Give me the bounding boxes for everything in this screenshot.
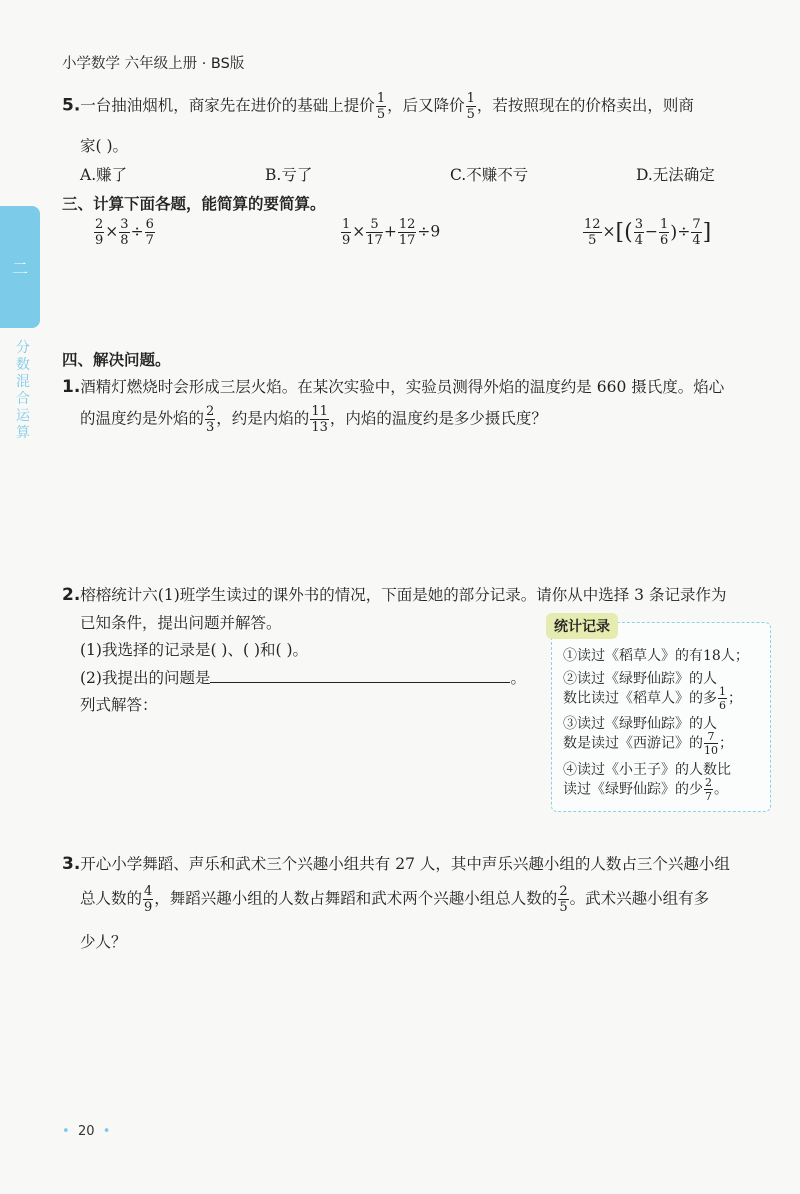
operator: + [383,222,397,241]
record-2-line1: ②读过《绿野仙踪》的人 [563,671,717,687]
question-number: 3. [62,854,81,874]
operator: ÷ [677,222,691,241]
fraction: $\frac{6}{7}$ [145,217,154,248]
expression-1 [93,218,156,247]
q5-text-c: ，若按照现在的价格卖出，则商 [476,96,694,115]
fraction: $\frac{12}{5}$ [584,217,601,248]
fraction: $\frac{1}{6}$ [660,217,669,248]
question-number: 2. [62,585,81,605]
fraction: $\frac{11}{13}$ [311,404,328,435]
fraction: $\frac{2}{5}$ [559,884,568,915]
fraction: $\frac{1}{6}$ [719,685,726,712]
option-a[interactable]: A.赚了 [80,166,128,184]
p3-text-b: ，舞蹈兴趣小组的人数占舞蹈和武术两个兴趣小组总人数的 [154,889,558,908]
unit-tab [0,206,40,328]
section-3-title: 三、计算下面各题，能简算的要简算。 [62,195,326,213]
fraction: $\frac{7}{10}$ [704,730,718,757]
question-5-line1 [62,92,694,121]
p3-line1: 开心小学舞蹈、声乐和武术三个兴趣小组共有 27 人，其中声乐兴趣小组的人数占三个兴趣小组 [80,855,730,873]
record-2-line2: 数比读过《稻草人》的多 $\frac{1}{6}$ ； [563,685,742,712]
bracket-close: ] [702,220,712,245]
record-4-line2: 读过《绿野仙踪》的少 $\frac{2}{7}$ 。 [563,776,728,803]
fraction: $\frac{1}{5}$ [376,91,386,122]
bracket-open: [( [615,220,633,245]
expression-3 [582,218,711,247]
q5-text-b: ，后又降价 [387,96,465,115]
p1-text-c: ，内焰的温度约是多少摄氏度？ [329,409,547,428]
number: 9 [430,222,441,241]
book-header: 小学数学 六年级上册 · BS版 [62,56,245,72]
problem-2-line2: 已知条件，提出问题并解答。 [80,614,282,632]
answer-line[interactable] [210,668,510,683]
statistics-record-title: 统计记录 [546,613,618,639]
fraction: $\frac{5}{17}$ [366,217,383,248]
record-3-line2: 数是读过《西游记》的 $\frac{7}{10}$ ； [563,730,733,757]
p1-line1: 酒精灯燃烧时会形成三层火焰。在某次实验中，实验员测得外焰的温度约是 660 摄氏度。焰心 [80,378,725,396]
dot-icon: • [62,1124,70,1139]
problem-3-line1 [62,852,730,874]
bracket-close: ) [670,222,678,243]
operator: − [645,222,658,241]
problem-2-question [80,666,526,688]
fraction: $\frac{4}{9}$ [144,884,153,915]
p3-text-a: 总人数的 [80,889,143,908]
p1-text-b: ，约是内焰的 [216,409,310,428]
p1-text-a: 的温度约是外焰的 [80,409,205,428]
unit-title: 分数混合运算 [16,340,30,441]
problem-1-line2 [80,405,547,434]
record-4-line1: ④读过《小王子》的人数比 [563,762,731,778]
option-d[interactable]: D.无法确定 [636,166,715,184]
question-number: 5. [62,95,81,116]
page-number: • 20 • [62,1124,111,1139]
operator: ÷ [130,222,144,241]
question-5-line2: 家( )。 [80,137,129,155]
fraction: $\frac{2}{3}$ [206,404,215,435]
problem-2-solution-label: 列式解答： [80,696,158,714]
expression-2 [340,218,440,247]
p3-text-c: 。武术兴趣小组有多 [569,889,710,908]
p2-line4-end: 。 [510,669,526,687]
fraction: $\frac{1}{5}$ [466,91,475,122]
fraction: $\frac{2}{9}$ [95,217,104,248]
fraction: $\frac{3}{4}$ [634,217,643,248]
p2-line4: (2)我提出的问题是 [80,669,211,687]
question-number: 1. [62,377,81,397]
operator: × [602,222,616,241]
operator: × [105,222,119,241]
option-b[interactable]: B.亏了 [265,166,313,184]
fraction: $\frac{3}{8}$ [120,217,129,248]
q5-text-a: 一台抽油烟机，商家先在进价的基础上提价 [80,96,375,115]
fraction: $\frac{12}{17}$ [398,217,416,248]
problem-2-line1 [62,583,726,605]
option-c[interactable]: C.不赚不亏 [450,166,529,184]
operator: ÷ [417,222,431,241]
section-4-title: 四、解决问题。 [62,351,171,369]
record-3-line1: ③读过《绿野仙踪》的人 [563,716,717,732]
unit-number: 二 [11,258,28,278]
record-1: ①读过《稻草人》的有18人； [563,648,749,664]
problem-3-line2 [80,885,709,914]
p2-line1: 榕榕统计六(1)班学生读过的课外书的情况，下面是她的部分记录。请你从中选择 3 条记录作为 [80,586,727,604]
dot-icon: • [102,1124,111,1139]
problem-3-line3: 少人？ [80,933,127,951]
problem-1-line1 [62,375,724,397]
fraction: $\frac{1}{9}$ [342,217,351,248]
operator: × [352,222,366,241]
fraction: $\frac{7}{4}$ [692,217,701,248]
fraction: $\frac{2}{7}$ [705,776,712,803]
problem-2-choice[interactable]: (1)我选择的记录是( )、( )和( )。 [80,641,309,659]
